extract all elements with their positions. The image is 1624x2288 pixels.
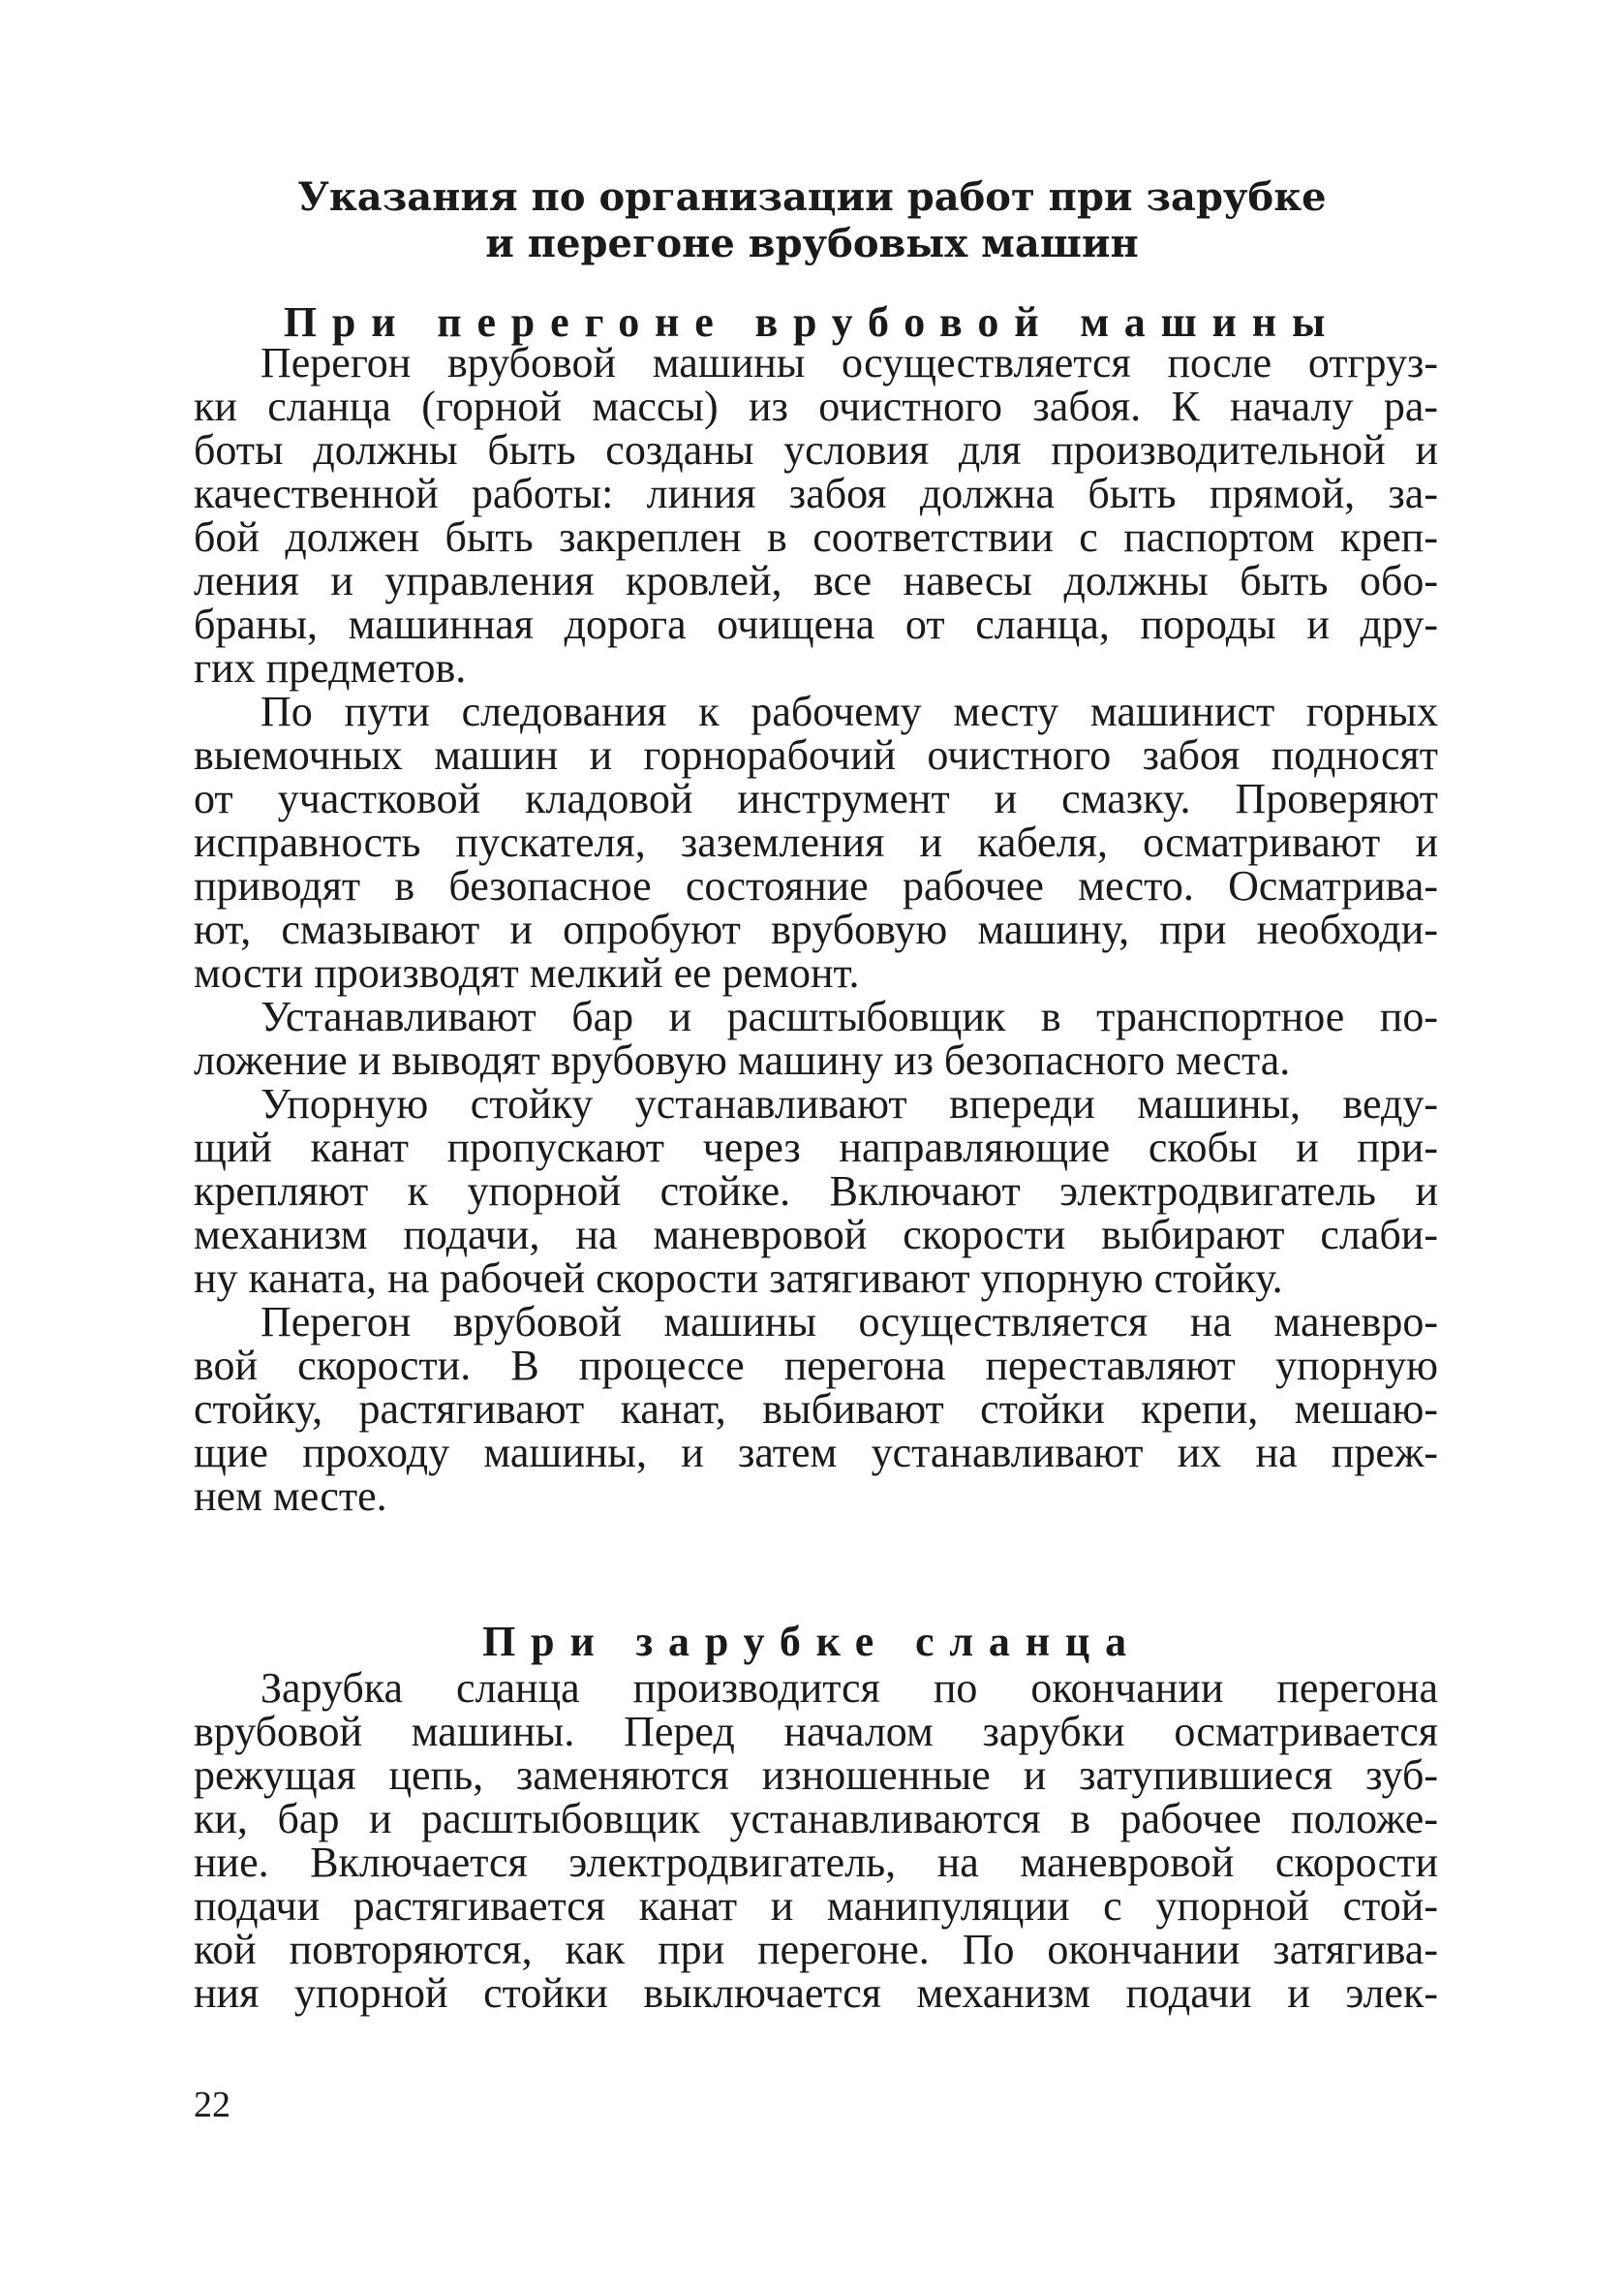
text-line: браны, машинная дорога очищена от сланца, породы и дру- [194,601,1438,648]
text-line: мости производят мелкий ее ремонт. [194,949,860,997]
text-line: исправность пускателя, заземления и кабеля, осматривают и [194,819,1438,866]
text-line: режущая цепь, заменяются изношенные и затупившиеся зуб- [194,1751,1438,1799]
text-line: По пути следования к рабочему месту машинист горных [260,688,1438,735]
text-line: гих предметов. [194,644,467,692]
text-line: врубовой машины. Перед началом зарубки осматривается [194,1708,1438,1755]
text-line: ложение и выводят врубовую машину из безопасного места. [194,1036,1291,1084]
text-line: Перегон врубовой машины осуществляется на маневро- [260,1298,1438,1345]
section-body-transfer [194,341,1438,1518]
text-line: боты должны быть созданы условия для производительной и [194,426,1438,474]
text-line: выемочных машин и горнорабочий очистного забоя подносят [194,731,1438,779]
text-line: Зарубка сланца производится по окончании перегона [260,1664,1438,1712]
text-line: качественной работы: линия забоя должна быть прямой, за- [194,470,1438,517]
section-heading-transfer: При перегоне врубовой машины [283,298,1341,346]
text-line: вой скорости. В процессе перегона переставляют упорную [194,1342,1438,1389]
document-title [194,174,1430,267]
text-line: ну каната, на рабочей скорости затягивают упорную стойку. [194,1254,1283,1302]
text-line: Упорную стойку устанавливают впереди машины, веду- [260,1080,1438,1128]
text-line: подачи растягивается канат и манипуляции с упорной стой- [194,1882,1438,1930]
page-number: 22 [194,2085,230,2125]
title-line: и перегоне врубовых машин [485,221,1139,266]
text-line: ления и управления кровлей, все навесы должны быть обо- [194,557,1438,604]
text-line: ют, смазывают и опробуют врубовую машину, при необходи- [194,906,1438,953]
text-line: Устанавливают бар и расштыбовщик в транспортное по- [260,993,1438,1040]
text-line: кой повторяются, как при перегоне. По окончании затягива- [194,1926,1438,1973]
text-line: Перегон врубовой машины осуществляется после отгруз- [260,339,1438,386]
text-line: ки сланца (горной массы) из очистного забоя. К началу ра- [194,383,1438,430]
section-heading-cutting: При зарубке сланца [482,1618,1142,1665]
section-body-cutting [194,1666,1438,2015]
text-line: бой должен быть закреплен в соответствии с паспортом креп- [194,513,1438,561]
text-line: от участковой кладовой инструмент и смазку. Проверяют [194,775,1438,822]
text-line: нем месте. [194,1472,387,1520]
text-line: ние. Включается электродвигатель, на маневровой скорости [194,1839,1438,1886]
text-line: щие проходу машины, и затем устанавливают их на преж- [194,1429,1438,1476]
text-line: ки, бар и расштыбовщик устанавливаются в рабочее положе- [194,1795,1438,1842]
text-line: ния упорной стойки выключается механизм подачи и элек- [194,1969,1438,2017]
text-line: механизм подачи, на маневровой скорости выбирают слаби- [194,1211,1438,1258]
text-line: крепляют к упорной стойке. Включают электродвигатель и [194,1167,1438,1215]
text-line: приводят в безопасное состояние рабочее место. Осматрива- [194,862,1438,910]
text-line: щий канат пропускают через направляющие скобы и при- [194,1124,1438,1171]
title-line: Указания по организации работ при зарубке [297,174,1327,220]
text-line: стойку, растягивают канат, выбивают стойки крепи, мешаю- [194,1385,1438,1433]
